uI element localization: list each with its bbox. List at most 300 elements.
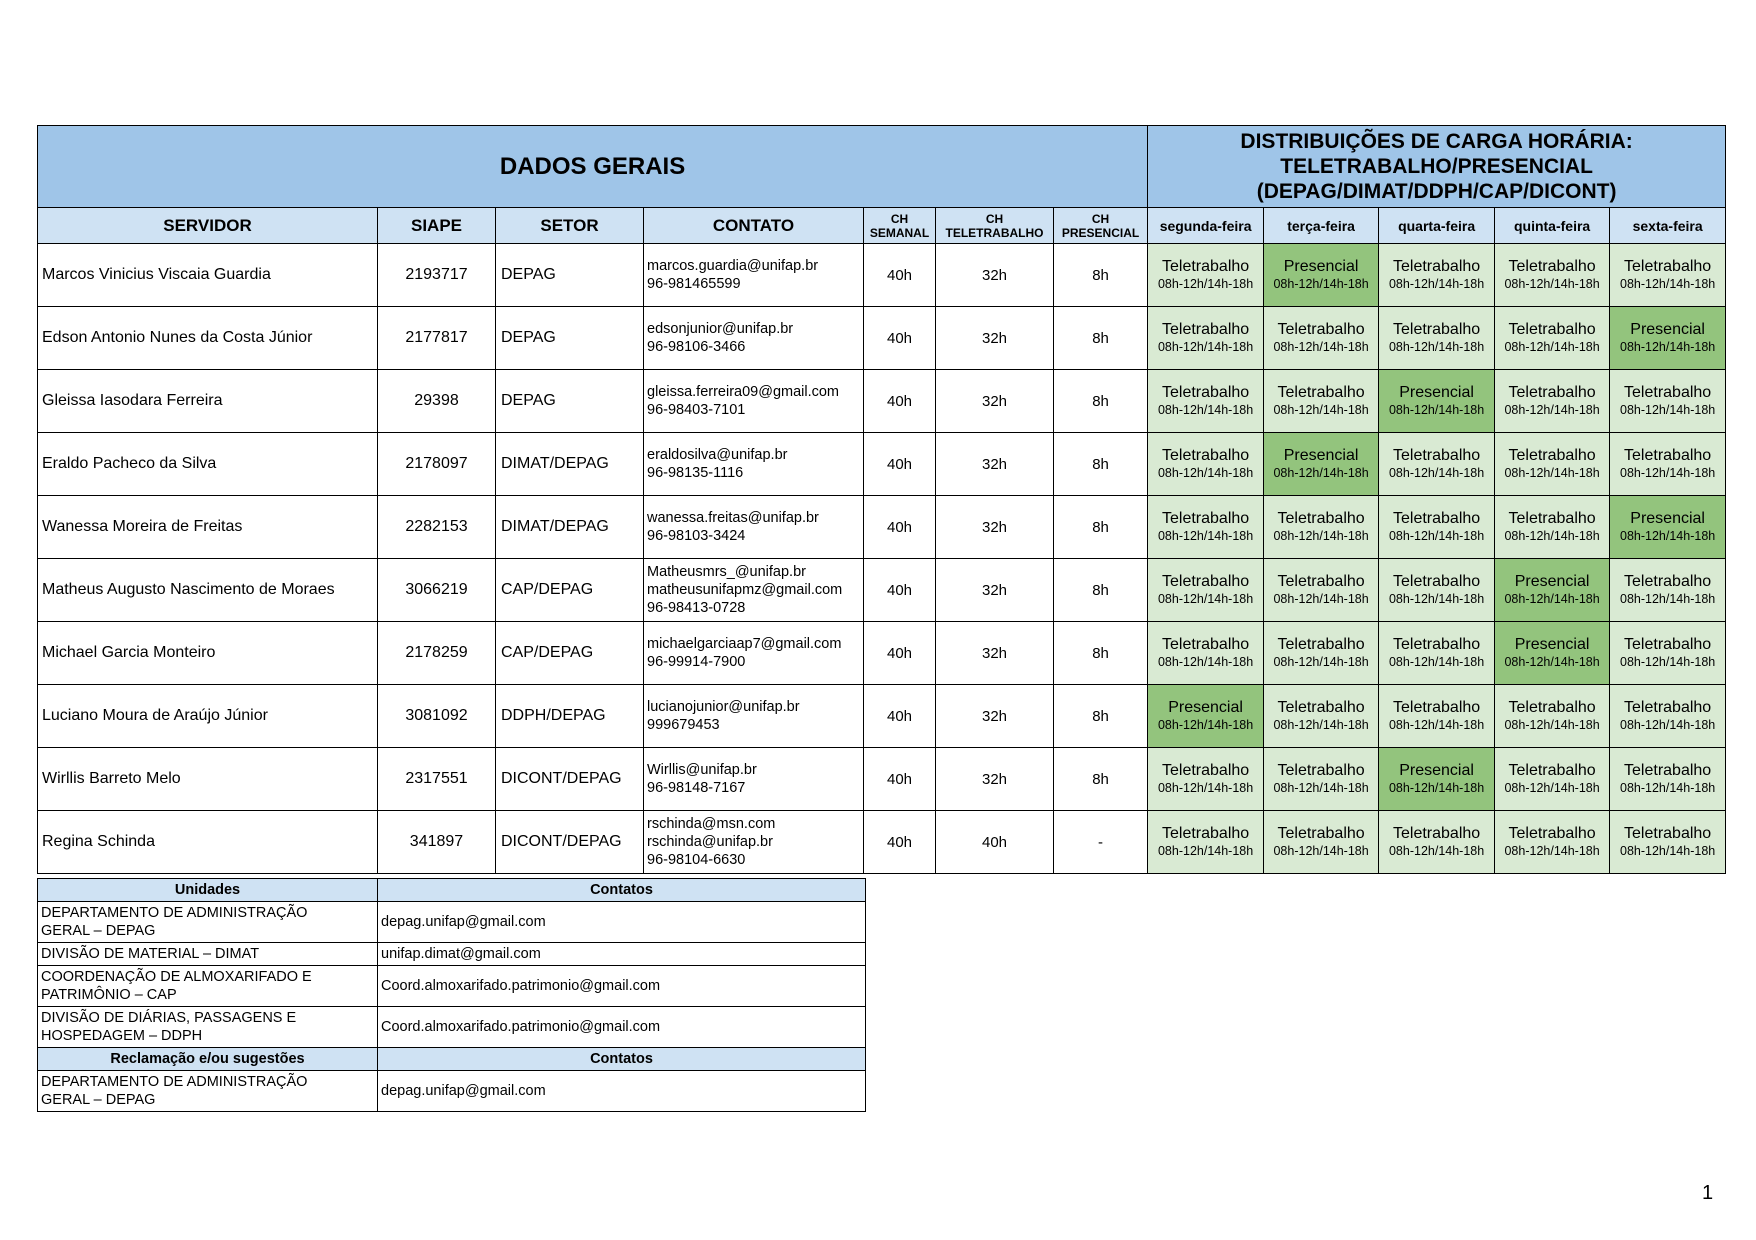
schedule-cell [1264,370,1379,433]
ch-teletrabalho-value: 32h [936,370,1054,433]
ch-presencial-value: 8h [1054,496,1148,559]
col-siape: SIAPE [378,208,496,244]
contacts-header-label: Contatos [378,879,866,902]
schedule-cell [1148,244,1264,307]
schedule-hours: 08h-12h/14h-18h [1620,655,1716,669]
siape-number: 29398 [378,370,496,433]
schedule-cell [1495,307,1610,370]
units-header-row [38,1048,866,1071]
table-row [38,307,1726,370]
schedule-cell [1379,433,1495,496]
servidor-name: Edson Antonio Nunes da Costa Júnior [38,307,378,370]
ch-semanal-value: 40h [864,559,936,622]
contact-line: 96-981465599 [647,276,741,292]
schedule-cell [1610,748,1726,811]
ch-semanal-value: 40h [864,622,936,685]
unit-row [38,1071,866,1112]
page-number: 1 [1702,1182,1714,1204]
table-row [38,622,1726,685]
schedule-mode: Presencial [1399,384,1474,401]
schedule-mode: Teletrabalho [1393,447,1481,464]
col-ch-semanal [864,208,936,244]
col-day: sexta-feira [1610,208,1726,244]
setor-value: DEPAG [496,307,644,370]
schedule-mode: Presencial [1283,447,1359,464]
schedule-hours: 08h-12h/14h-18h [1157,781,1254,795]
schedule-hours: 08h-12h/14h-18h [1620,340,1716,354]
ch-presencial-value: 8h [1054,244,1148,307]
schedule-hours: 08h-12h/14h-18h [1388,529,1485,543]
schedule-mode: Teletrabalho [1277,510,1365,527]
ch-teletrabalho-value: 32h [936,307,1054,370]
schedule-cell [1264,748,1379,811]
col-ch-pres-line2: PRESENCIAL [1061,225,1140,240]
unit-name [38,1071,378,1112]
schedule-mode: Teletrabalho [1277,636,1365,653]
unit-name-line: HOSPEDAGEM – DDPH [41,1028,203,1044]
siape-number: 2178097 [378,433,496,496]
schedule-mode: Teletrabalho [1162,762,1250,779]
schedule-hours: 08h-12h/14h-18h [1504,655,1600,669]
schedule-hours: 08h-12h/14h-18h [1388,466,1485,480]
schedule-hours: 08h-12h/14h-18h [1388,655,1485,669]
schedule-cell [1264,559,1379,622]
contact-line: 96-98104-6630 [647,852,746,868]
unit-contact: Coord.almoxarifado.patrimonio@gmail.com [378,1007,866,1048]
contacts-header-label: Contatos [378,1048,866,1071]
contact-line: 96-98135-1116 [647,465,744,481]
schedule-mode: Presencial [1514,636,1590,653]
distribution-header-line1: DISTRIBUIÇÕES DE CARGA HORÁRIA: [1240,130,1633,153]
setor-value: CAP/DEPAG [496,622,644,685]
servidor-name: Wirllis Barreto Melo [38,748,378,811]
ch-semanal-value: 40h [864,370,936,433]
schedule-cell [1495,433,1610,496]
schedule-cell [1495,496,1610,559]
ch-teletrabalho-value: 32h [936,559,1054,622]
units-header-label: Unidades [38,879,378,902]
col-ch-semanal-line2: SEMANAL [869,225,930,240]
col-day: terça-feira [1264,208,1379,244]
schedule-mode: Teletrabalho [1393,699,1481,716]
schedule-hours: 08h-12h/14h-18h [1620,529,1716,543]
ch-teletrabalho-value: 32h [936,244,1054,307]
servidor-name: Gleissa Iasodara Ferreira [38,370,378,433]
schedule-hours: 08h-12h/14h-18h [1157,718,1254,732]
unit-row [38,1007,866,1048]
schedule-hours: 08h-12h/14h-18h [1273,844,1369,858]
ch-semanal-value: 40h [864,433,936,496]
schedule-cell [1264,811,1379,874]
unit-name-line: PATRIMÔNIO – CAP [41,987,177,1003]
unit-contact: depag.unifap@gmail.com [378,902,866,943]
schedule-mode: Teletrabalho [1624,384,1712,401]
contact-line: lucianojunior@unifap.br [647,699,800,715]
schedule-cell [1148,559,1264,622]
schedule-cell [1264,496,1379,559]
setor-value: DICONT/DEPAG [496,811,644,874]
unit-name-line: DIVISÃO DE DIÁRIAS, PASSAGENS E [41,1010,297,1026]
schedule-cell [1495,370,1610,433]
schedule-cell [1379,370,1495,433]
schedule-mode: Teletrabalho [1393,510,1481,527]
schedule-cell [1610,811,1726,874]
schedule-cell [1379,622,1495,685]
schedule-hours: 08h-12h/14h-18h [1157,655,1254,669]
unit-name-line: DEPARTAMENTO DE ADMINISTRAÇÃO [41,1074,308,1090]
servidor-name: Wanessa Moreira de Freitas [38,496,378,559]
schedule-hours: 08h-12h/14h-18h [1273,592,1369,606]
schedule-cell [1495,811,1610,874]
schedule-cell [1148,307,1264,370]
schedule-hours: 08h-12h/14h-18h [1620,277,1716,291]
contact-line: rschinda@msn.com [647,816,776,832]
schedule-hours: 08h-12h/14h-18h [1388,340,1485,354]
servidor-name: Matheus Augusto Nascimento de Moraes [38,559,378,622]
siape-number: 2178259 [378,622,496,685]
schedule-cell [1610,685,1726,748]
schedule-hours: 08h-12h/14h-18h [1273,655,1369,669]
schedule-cell [1495,622,1610,685]
schedule-hours: 08h-12h/14h-18h [1273,781,1369,795]
ch-teletrabalho-value: 40h [936,811,1054,874]
siape-number: 2317551 [378,748,496,811]
schedule-mode: Teletrabalho [1624,258,1712,275]
unit-name [38,902,378,943]
unit-contact: unifap.dimat@gmail.com [378,943,866,966]
schedule-hours: 08h-12h/14h-18h [1504,592,1600,606]
schedule-mode: Teletrabalho [1624,636,1712,653]
schedule-mode: Teletrabalho [1162,321,1250,338]
schedule-mode: Teletrabalho [1508,258,1596,275]
schedule-hours: 08h-12h/14h-18h [1620,781,1716,795]
units-table [37,878,866,1112]
units-header-row [38,879,866,902]
schedule-hours: 08h-12h/14h-18h [1504,466,1600,480]
servidor-name: Regina Schinda [38,811,378,874]
table-row [38,748,1726,811]
schedule-hours: 08h-12h/14h-18h [1273,277,1369,291]
schedule-hours: 08h-12h/14h-18h [1620,592,1716,606]
unit-row [38,902,866,943]
schedule-mode: Teletrabalho [1508,321,1596,338]
siape-number: 3066219 [378,559,496,622]
unit-row [38,966,866,1007]
unit-name [38,966,378,1007]
schedule-mode: Teletrabalho [1162,636,1250,653]
schedule-cell [1264,685,1379,748]
schedule-cell [1495,244,1610,307]
schedule-mode: Presencial [1399,762,1474,779]
schedule-mode: Teletrabalho [1624,447,1712,464]
unit-contact: depag.unifap@gmail.com [378,1071,866,1112]
schedule-hours: 08h-12h/14h-18h [1273,403,1369,417]
col-servidor: SERVIDOR [38,208,378,244]
table-row [38,811,1726,874]
col-day: quinta-feira [1495,208,1610,244]
contact-line: 96-99914-7900 [647,654,746,670]
setor-value: DIMAT/DEPAG [496,496,644,559]
ch-presencial-value: 8h [1054,307,1148,370]
schedule-cell [1610,559,1726,622]
table-row [38,244,1726,307]
schedule-mode: Teletrabalho [1162,573,1250,590]
schedule-hours: 08h-12h/14h-18h [1273,718,1369,732]
schedule-mode: Teletrabalho [1508,384,1596,401]
schedule-hours: 08h-12h/14h-18h [1157,277,1254,291]
schedule-hours: 08h-12h/14h-18h [1620,466,1716,480]
schedule-hours: 08h-12h/14h-18h [1620,844,1716,858]
contact-line: matheusunifapmz@gmail.com [647,582,843,598]
schedule-mode: Teletrabalho [1277,825,1365,842]
ch-presencial-value: 8h [1054,685,1148,748]
ch-presencial-value: 8h [1054,370,1148,433]
contact-line: Matheusmrs_@unifap.br [647,564,806,580]
table-row [38,370,1726,433]
ch-semanal-value: 40h [864,685,936,748]
contact-line: rschinda@unifap.br [647,834,773,850]
schedule-cell [1148,685,1264,748]
setor-value: DDPH/DEPAG [496,685,644,748]
schedule-hours: 08h-12h/14h-18h [1273,529,1369,543]
schedule-mode: Teletrabalho [1162,258,1250,275]
unit-name-line: DIVISÃO DE MATERIAL – DIMAT [41,946,260,962]
units-header-label: Reclamação e/ou sugestões [38,1048,378,1071]
schedule-mode: Teletrabalho [1162,825,1250,842]
schedule-mode: Teletrabalho [1624,699,1712,716]
unit-row [38,943,866,966]
schedule-cell [1379,811,1495,874]
col-day: segunda-feira [1148,208,1264,244]
schedule-mode: Teletrabalho [1393,573,1481,590]
schedule-mode: Presencial [1514,573,1590,590]
schedule-hours: 08h-12h/14h-18h [1504,781,1600,795]
schedule-hours: 08h-12h/14h-18h [1388,592,1485,606]
table-row [38,685,1726,748]
col-contato: CONTATO [644,208,864,244]
contact-cell [644,622,864,685]
schedule-hours: 08h-12h/14h-18h [1157,466,1254,480]
contact-line: 96-98403-7101 [647,402,746,418]
schedule-hours: 08h-12h/14h-18h [1388,718,1485,732]
table-row [38,496,1726,559]
schedule-hours: 08h-12h/14h-18h [1388,781,1485,795]
schedule-cell [1148,748,1264,811]
ch-semanal-value: 40h [864,496,936,559]
schedule-hours: 08h-12h/14h-18h [1504,529,1600,543]
siape-number: 2282153 [378,496,496,559]
schedule-cell [1148,496,1264,559]
schedule-cell [1379,307,1495,370]
contact-line: gleissa.ferreira09@gmail.com [647,384,840,400]
schedule-mode: Teletrabalho [1508,699,1596,716]
unit-name-line: GERAL – DEPAG [41,923,156,939]
ch-teletrabalho-value: 32h [936,622,1054,685]
servidor-name: Luciano Moura de Araújo Júnior [38,685,378,748]
schedule-hours: 08h-12h/14h-18h [1504,340,1600,354]
schedule-hours: 08h-12h/14h-18h [1620,718,1716,732]
contact-cell [644,370,864,433]
distribution-header-line2: TELETRABALHO/PRESENCIAL [1280,155,1593,178]
schedule-mode: Teletrabalho [1277,699,1365,716]
ch-teletrabalho-value: 32h [936,748,1054,811]
column-header-row [38,208,1726,244]
contact-line: 96-98413-0728 [647,600,746,616]
setor-value: DEPAG [496,370,644,433]
col-ch-semanal-line1: CH [890,211,909,226]
ch-presencial-value: 8h [1054,559,1148,622]
setor-value: DEPAG [496,244,644,307]
col-ch-pres-line1: CH [1091,211,1110,226]
schedule-hours: 08h-12h/14h-18h [1388,277,1485,291]
schedule-hours: 08h-12h/14h-18h [1157,529,1254,543]
schedule-mode: Teletrabalho [1277,762,1365,779]
setor-value: DICONT/DEPAG [496,748,644,811]
schedule-cell [1610,307,1726,370]
schedule-mode: Teletrabalho [1393,825,1481,842]
schedule-cell [1610,433,1726,496]
schedule-cell [1148,370,1264,433]
schedule-cell [1264,433,1379,496]
table-row [38,433,1726,496]
schedule-mode: Teletrabalho [1508,510,1596,527]
ch-semanal-value: 40h [864,307,936,370]
dados-gerais-header: DADOS GERAIS [38,126,1148,208]
col-setor: SETOR [496,208,644,244]
ch-teletrabalho-value: 32h [936,685,1054,748]
schedule-cell [1610,244,1726,307]
schedule-mode: Presencial [1630,510,1705,527]
schedule-mode: Teletrabalho [1508,447,1596,464]
schedule-hours: 08h-12h/14h-18h [1157,403,1254,417]
contact-line: eraldosilva@unifap.br [647,447,788,463]
servidor-name: Michael Garcia Monteiro [38,622,378,685]
schedule-mode: Presencial [1283,258,1359,275]
schedule-mode: Presencial [1168,699,1243,716]
ch-semanal-value: 40h [864,244,936,307]
ch-semanal-value: 40h [864,811,936,874]
schedule-mode: Teletrabalho [1277,573,1365,590]
contact-line: 999679453 [647,717,720,733]
schedule-cell [1379,685,1495,748]
ch-teletrabalho-value: 32h [936,433,1054,496]
col-ch-tele-line1: CH [985,211,1004,226]
distribution-header [1148,126,1726,208]
unit-name-line: COORDENAÇÃO DE ALMOXARIFADO E [41,969,312,985]
schedule-cell [1148,622,1264,685]
schedule-cell [1379,244,1495,307]
schedule-cell [1264,307,1379,370]
schedule-mode: Teletrabalho [1277,321,1365,338]
schedule-hours: 08h-12h/14h-18h [1273,466,1369,480]
contact-line: wanessa.freitas@unifap.br [647,510,819,526]
ch-presencial-value: 8h [1054,748,1148,811]
contact-cell [644,496,864,559]
unit-name-line: DEPARTAMENTO DE ADMINISTRAÇÃO [41,905,308,921]
schedule-hours: 08h-12h/14h-18h [1388,403,1485,417]
siape-number: 341897 [378,811,496,874]
schedule-table [37,125,1726,874]
contact-line: michaelgarciaap7@gmail.com [647,636,842,652]
schedule-mode: Teletrabalho [1393,636,1481,653]
schedule-hours: 08h-12h/14h-18h [1388,844,1485,858]
unit-name [38,943,378,966]
schedule-hours: 08h-12h/14h-18h [1157,340,1254,354]
servidor-name: Eraldo Pacheco da Silva [38,433,378,496]
schedule-cell [1495,748,1610,811]
contact-cell [644,685,864,748]
contact-line: edsonjunior@unifap.br [647,321,794,337]
schedule-mode: Teletrabalho [1624,762,1712,779]
ch-presencial-value: 8h [1054,433,1148,496]
setor-value: DIMAT/DEPAG [496,433,644,496]
table-row [38,559,1726,622]
schedule-cell [1379,559,1495,622]
servidor-name: Marcos Vinicius Viscaia Guardia [38,244,378,307]
schedule-hours: 08h-12h/14h-18h [1157,592,1254,606]
schedule-mode: Teletrabalho [1162,384,1250,401]
contact-cell [644,748,864,811]
unit-name-line: GERAL – DEPAG [41,1092,156,1108]
contact-line: marcos.guardia@unifap.br [647,258,819,274]
schedule-mode: Teletrabalho [1393,321,1481,338]
unit-contact: Coord.almoxarifado.patrimonio@gmail.com [378,966,866,1007]
schedule-cell [1148,811,1264,874]
contact-line: 96-98148-7167 [647,780,746,796]
siape-number: 2177817 [378,307,496,370]
ch-presencial-value: - [1054,811,1148,874]
contact-cell [644,433,864,496]
ch-semanal-value: 40h [864,748,936,811]
schedule-cell [1610,622,1726,685]
schedule-mode: Teletrabalho [1162,447,1250,464]
schedule-hours: 08h-12h/14h-18h [1157,844,1254,858]
schedule-cell [1495,685,1610,748]
col-ch-tele-line2: TELETRABALHO [945,225,1044,240]
schedule-hours: 08h-12h/14h-18h [1504,844,1600,858]
schedule-mode: Teletrabalho [1162,510,1250,527]
schedule-cell [1495,559,1610,622]
col-day: quarta-feira [1379,208,1495,244]
siape-number: 3081092 [378,685,496,748]
schedule-cell [1264,622,1379,685]
schedule-cell [1379,748,1495,811]
schedule-cell [1264,244,1379,307]
unit-name [38,1007,378,1048]
schedule-hours: 08h-12h/14h-18h [1273,340,1369,354]
schedule-hours: 08h-12h/14h-18h [1504,403,1600,417]
siape-number: 2193717 [378,244,496,307]
col-ch-presencial [1054,208,1148,244]
col-ch-teletrabalho [936,208,1054,244]
contact-cell [644,307,864,370]
schedule-cell [1148,433,1264,496]
contact-line: Wirllis@unifap.br [647,762,757,778]
schedule-hours: 08h-12h/14h-18h [1504,718,1600,732]
schedule-hours: 08h-12h/14h-18h [1620,403,1716,417]
schedule-cell [1379,496,1495,559]
schedule-hours: 08h-12h/14h-18h [1504,277,1600,291]
schedule-mode: Teletrabalho [1508,825,1596,842]
contact-cell [644,559,864,622]
schedule-mode: Teletrabalho [1393,258,1481,275]
setor-value: CAP/DEPAG [496,559,644,622]
contact-line: 96-98103-3424 [647,528,746,544]
ch-presencial-value: 8h [1054,622,1148,685]
schedule-mode: Teletrabalho [1508,762,1596,779]
schedule-mode: Teletrabalho [1624,573,1712,590]
ch-teletrabalho-value: 32h [936,496,1054,559]
